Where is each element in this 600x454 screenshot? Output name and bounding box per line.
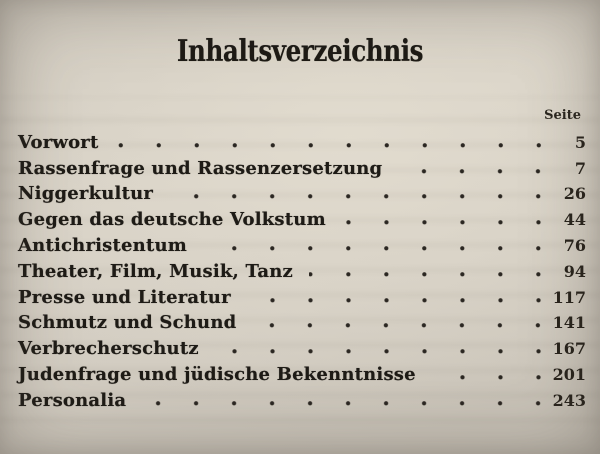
dot-leader	[398, 169, 542, 174]
toc-entry-page-number: 141	[552, 313, 586, 333]
toc-entry-label: Judenfrage und jüdische Bekenntnisse	[18, 363, 416, 385]
page-number-column-header: Seite	[544, 108, 581, 123]
toc-entry	[18, 179, 586, 205]
toc-entry-page-number: 7	[574, 158, 586, 178]
toc-entry	[18, 256, 586, 282]
toc-entry-page-number: 243	[552, 390, 586, 410]
toc-entry-page-number: 201	[552, 364, 586, 384]
toc-entry-label: Niggerkultur	[18, 183, 154, 205]
toc-entry-page-number: 44	[563, 210, 586, 230]
dot-leader	[115, 143, 542, 148]
toc-entry-label: Gegen das deutsche Volkstum	[18, 209, 326, 231]
toc-entry-page-number: 26	[563, 184, 586, 204]
toc-entry	[18, 282, 586, 308]
toc-entry-label: Antichristentum	[18, 234, 188, 256]
dot-leader	[252, 323, 542, 328]
toc-entry-page-number: 117	[552, 287, 586, 307]
dot-leader	[142, 401, 542, 406]
toc-entry-label: Rassenfrage und Rassenzersetzung	[18, 157, 383, 179]
toc-entry	[18, 385, 586, 411]
toc-entry	[18, 308, 586, 334]
toc-entry-label: Schmutz und Schund	[18, 312, 237, 334]
toc-entry-page-number: 167	[552, 339, 586, 359]
toc-entry-page-number: 5	[574, 132, 586, 152]
toc-entry	[18, 204, 586, 230]
dot-leader	[342, 220, 542, 225]
dot-leader	[169, 194, 542, 199]
toc-entry	[18, 333, 586, 359]
toc-entry-label: Presse und Literatur	[18, 286, 231, 308]
page-title: Inhaltsverzeichnis	[176, 34, 424, 69]
dot-leader	[215, 349, 542, 354]
toc-entry-page-number: 76	[563, 235, 586, 255]
toc-entry-label: Personalia	[18, 389, 127, 411]
toc-entry-label: Verbrecherschutz	[18, 338, 199, 360]
table-of-contents	[0, 127, 600, 411]
dot-leader	[247, 298, 542, 303]
toc-entry-label: Vorwort	[18, 131, 99, 153]
dot-leader	[203, 246, 542, 251]
toc-entry	[18, 153, 586, 179]
dot-leader	[432, 375, 542, 380]
toc-entry	[18, 359, 586, 385]
toc-entry-label: Theater, Film, Musik, Tanz	[18, 260, 293, 282]
toc-entry	[18, 230, 586, 256]
toc-entry-page-number: 94	[563, 261, 586, 281]
toc-entry	[18, 127, 586, 153]
dot-leader	[309, 272, 542, 277]
